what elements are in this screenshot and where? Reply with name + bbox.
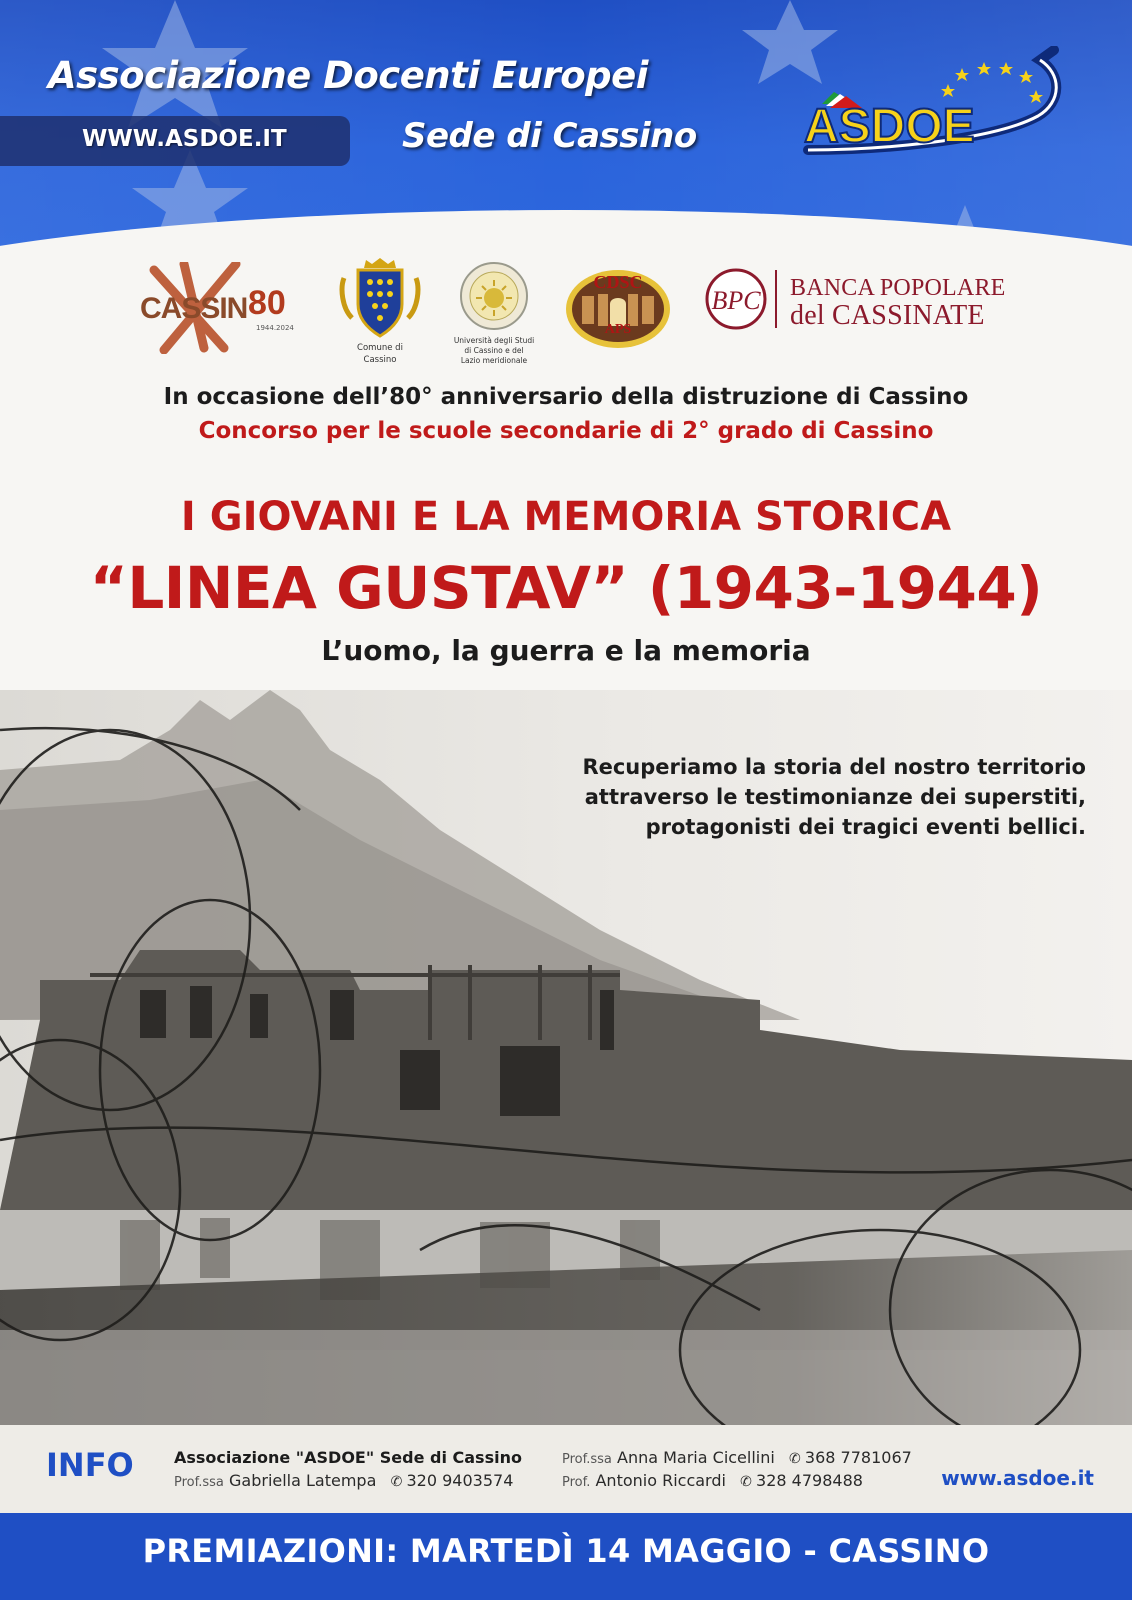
contact-latempa (174, 1471, 513, 1490)
contact-name: Gabriella Latempa (229, 1471, 377, 1490)
universita-cassino-logo (448, 262, 540, 372)
organization-name: Associazione Docenti Europei (48, 54, 648, 97)
contact-riccardi (562, 1471, 863, 1490)
coat-of-arms-icon (338, 258, 422, 340)
university-caption-line2: di Cassino e del (464, 346, 524, 355)
intro-paragraph (466, 752, 1086, 842)
bpc-monogram-icon (704, 266, 780, 336)
phone-icon: ✆ (789, 1451, 801, 1467)
bpc-monogram-text: BPC (711, 286, 761, 315)
contact-title: Prof.ssa (562, 1452, 612, 1467)
cdsc-aps-logo (564, 268, 672, 350)
asdoe-logo (800, 46, 1070, 156)
bank-name-line2: del CASSINATE (790, 300, 985, 331)
university-caption-line1: Università degli Studi (453, 336, 535, 345)
info-label: INFO (46, 1446, 134, 1484)
comune-di-cassino-logo (338, 258, 422, 368)
asdoe-logo-text: ASDOE (804, 100, 975, 153)
university-caption-line3: Lazio meridionale (460, 356, 528, 365)
contest-text: Concorso per le scuole secondarie di 2° grado di Cassino (198, 418, 934, 444)
bank-name-line1: BANCA POPOLARE (790, 275, 1006, 301)
comune-caption-line1: Comune di (357, 343, 403, 353)
tagline: L’uomo, la guerra e la memoria (321, 634, 811, 667)
sede-label: Sede di Cassino (402, 116, 697, 156)
intro-line-3: protagonisti dei tragici eventi bellici. (645, 815, 1086, 839)
occasion-text: In occasione dell’80° anniversario della distruzione di Cassino (163, 384, 969, 410)
contact-name: Antonio Riccardi (595, 1471, 726, 1490)
cassino80-logo (138, 262, 308, 354)
contact-title: Prof. (562, 1475, 591, 1490)
main-title: I GIOVANI E LA MEMORIA STORICA (180, 494, 952, 540)
intro-line-2: attraverso le testimonianze dei superstiti, (584, 785, 1086, 809)
phone-icon: ✆ (740, 1474, 752, 1490)
phone-icon: ✆ (390, 1474, 403, 1490)
comune-caption-line2: Cassino (363, 355, 397, 365)
cdsc-top-text: CDSC (593, 272, 643, 292)
contact-phone[interactable]: 320 9403574 (406, 1471, 514, 1490)
contact-title: Prof.ssa (174, 1475, 224, 1490)
cassino80-number: 80 (248, 284, 286, 322)
cdsc-bottom-text: APS (604, 322, 632, 337)
association-name: Associazione "ASDOE" Sede di Cassino (174, 1448, 522, 1467)
contact-phone[interactable]: 328 4798488 (756, 1471, 863, 1490)
cassino80-dates: 1944.2024 (256, 324, 294, 332)
banca-popolare-logo (704, 266, 1006, 336)
cassino80-word: CASSIN (140, 292, 248, 325)
contact-phone[interactable]: 368 7781067 (804, 1448, 912, 1467)
award-announcement: PREMIAZIONI: MARTEDÌ 14 MAGGIO - CASSINO (142, 1532, 990, 1570)
linea-gustav-title: “LINEA GUSTAV” (1943-1944) (89, 554, 1043, 622)
footer-website-link[interactable]: www.asdoe.it (941, 1466, 1094, 1490)
header-website-link[interactable]: WWW.ASDOE.IT (82, 126, 287, 152)
contact-name: Anna Maria Cicellini (617, 1448, 775, 1467)
university-seal-icon (448, 262, 540, 334)
intro-line-1: Recuperiamo la storia del nostro territorio (582, 755, 1086, 779)
contact-cicellini (562, 1448, 912, 1467)
